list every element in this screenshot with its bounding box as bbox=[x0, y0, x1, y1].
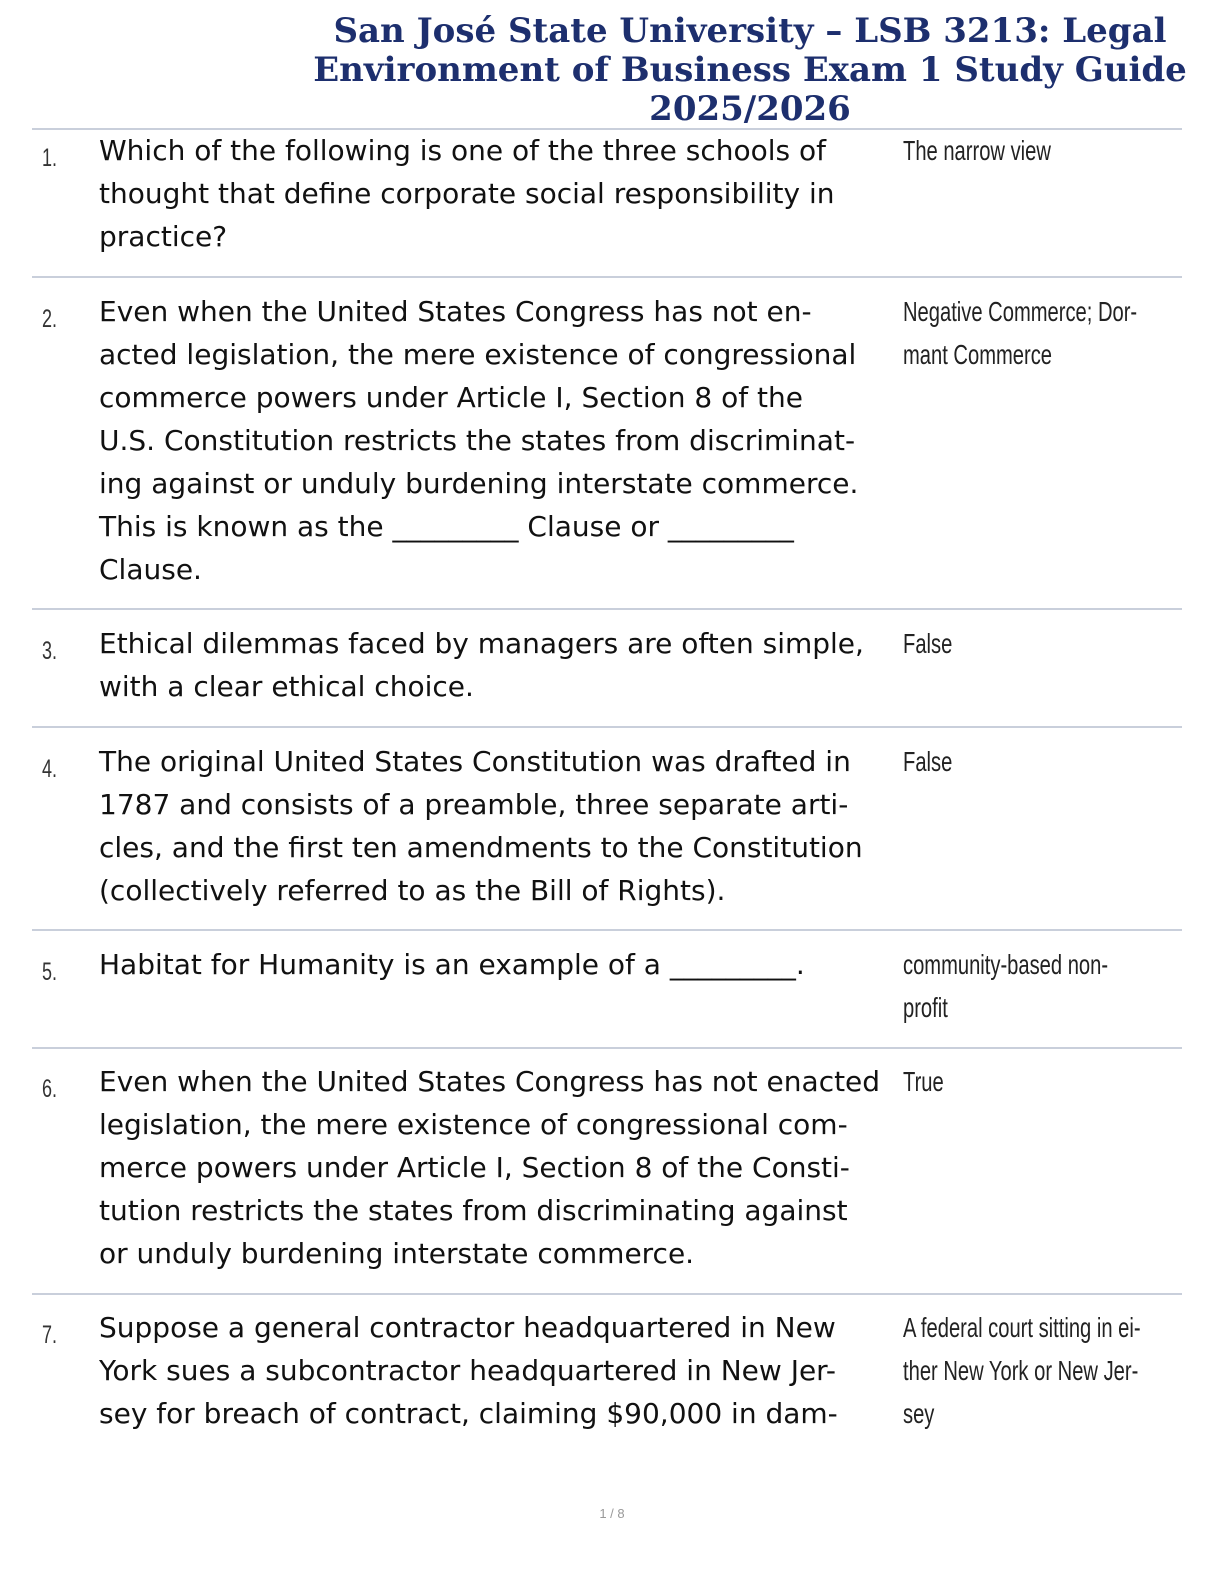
question-line: Ethical dilemmas faced by managers are often simple, bbox=[99, 627, 864, 660]
question-line: (collectively referred to as the Bill of Rights). bbox=[99, 874, 726, 907]
question-line: York sues a subcontractor headquartered in New Jer- bbox=[99, 1354, 836, 1387]
answer-line: profit bbox=[903, 992, 948, 1023]
question-line: Suppose a general contractor headquartered in New bbox=[99, 1311, 836, 1344]
question-line: merce powers under Article I, Section 8 of the Consti- bbox=[99, 1151, 850, 1184]
question-text bbox=[99, 622, 899, 708]
question-line: ing against or unduly burdening interstate commerce. bbox=[99, 467, 859, 500]
question-line: sey for breach of contract, claiming $90,000 in dam- bbox=[99, 1397, 838, 1430]
question-number: 6. bbox=[42, 1075, 58, 1103]
question-line: practice? bbox=[99, 220, 228, 253]
question-text bbox=[99, 290, 899, 591]
question-line: The original United States Constitution was drafted in bbox=[99, 745, 851, 778]
question-number: 7. bbox=[42, 1321, 58, 1349]
question-line: Habitat for Humanity is an example of a _________. bbox=[99, 948, 805, 981]
answer-line: False bbox=[903, 746, 953, 777]
divider bbox=[32, 1047, 1182, 1049]
question-number: 1. bbox=[42, 144, 58, 172]
answer-line: ther New York or New Jer- bbox=[903, 1355, 1139, 1386]
answer-line: The narrow view bbox=[903, 135, 1051, 166]
question-text bbox=[99, 1060, 899, 1275]
question-number: 2. bbox=[42, 305, 58, 333]
question-line: acted legislation, the mere existence of congressional bbox=[99, 338, 857, 371]
answer-text bbox=[903, 1060, 1177, 1103]
question-line: with a clear ethical choice. bbox=[99, 670, 474, 703]
question-line: or unduly burdening interstate commerce. bbox=[99, 1237, 695, 1270]
answer-text bbox=[903, 129, 1177, 172]
question-text bbox=[99, 129, 899, 258]
divider bbox=[32, 608, 1182, 610]
document-title bbox=[310, 12, 1190, 129]
answer-line: Negative Commerce; Dor- bbox=[903, 296, 1138, 327]
question-line: This is known as the _________ Clause or _________ bbox=[99, 510, 794, 543]
answer-text bbox=[903, 740, 1177, 783]
question-line: Clause. bbox=[99, 553, 202, 586]
question-line: thought that define corporate social responsibility in bbox=[99, 177, 835, 210]
question-line: legislation, the mere existence of congressional com- bbox=[99, 1108, 848, 1141]
question-line: tution restricts the states from discriminating against bbox=[99, 1194, 848, 1227]
answer-line: sey bbox=[903, 1398, 935, 1429]
question-number: 4. bbox=[42, 755, 58, 783]
question-line: Which of the following is one of the three schools of bbox=[99, 134, 827, 167]
answer-line: community-based non- bbox=[903, 949, 1109, 980]
question-text bbox=[99, 943, 899, 986]
question-line: Even when the United States Congress has not enacted bbox=[99, 1065, 881, 1098]
divider bbox=[32, 276, 1182, 278]
answer-text bbox=[903, 622, 1177, 665]
question-text bbox=[99, 740, 899, 912]
divider bbox=[32, 726, 1182, 728]
title-line: 2025/2026 bbox=[649, 89, 851, 129]
question-line: 1787 and consists of a preamble, three separate arti- bbox=[99, 788, 849, 821]
answer-line: A federal court sitting in ei- bbox=[903, 1312, 1141, 1343]
question-line: U.S. Constitution restricts the states from discriminat- bbox=[99, 424, 856, 457]
title-line: Environment of Business Exam 1 Study Guide bbox=[313, 50, 1187, 90]
answer-text bbox=[903, 943, 1177, 1029]
question-line: commerce powers under Article I, Section 8 of the bbox=[99, 381, 803, 414]
divider bbox=[32, 929, 1182, 931]
question-line: cles, and the first ten amendments to the Constitution bbox=[99, 831, 863, 864]
divider bbox=[32, 1293, 1182, 1295]
question-line: Even when the United States Congress has not en- bbox=[99, 295, 812, 328]
question-number: 3. bbox=[42, 637, 58, 665]
answer-line: mant Commerce bbox=[903, 339, 1052, 370]
answer-text bbox=[903, 290, 1177, 376]
question-text bbox=[99, 1306, 899, 1435]
title-line: San José State University – LSB 3213: Legal bbox=[333, 11, 1167, 51]
answer-text bbox=[903, 1306, 1177, 1435]
answer-line: False bbox=[903, 628, 953, 659]
page-indicator: 1 / 8 bbox=[599, 1506, 625, 1521]
answer-line: True bbox=[903, 1066, 944, 1097]
question-number: 5. bbox=[42, 958, 58, 986]
